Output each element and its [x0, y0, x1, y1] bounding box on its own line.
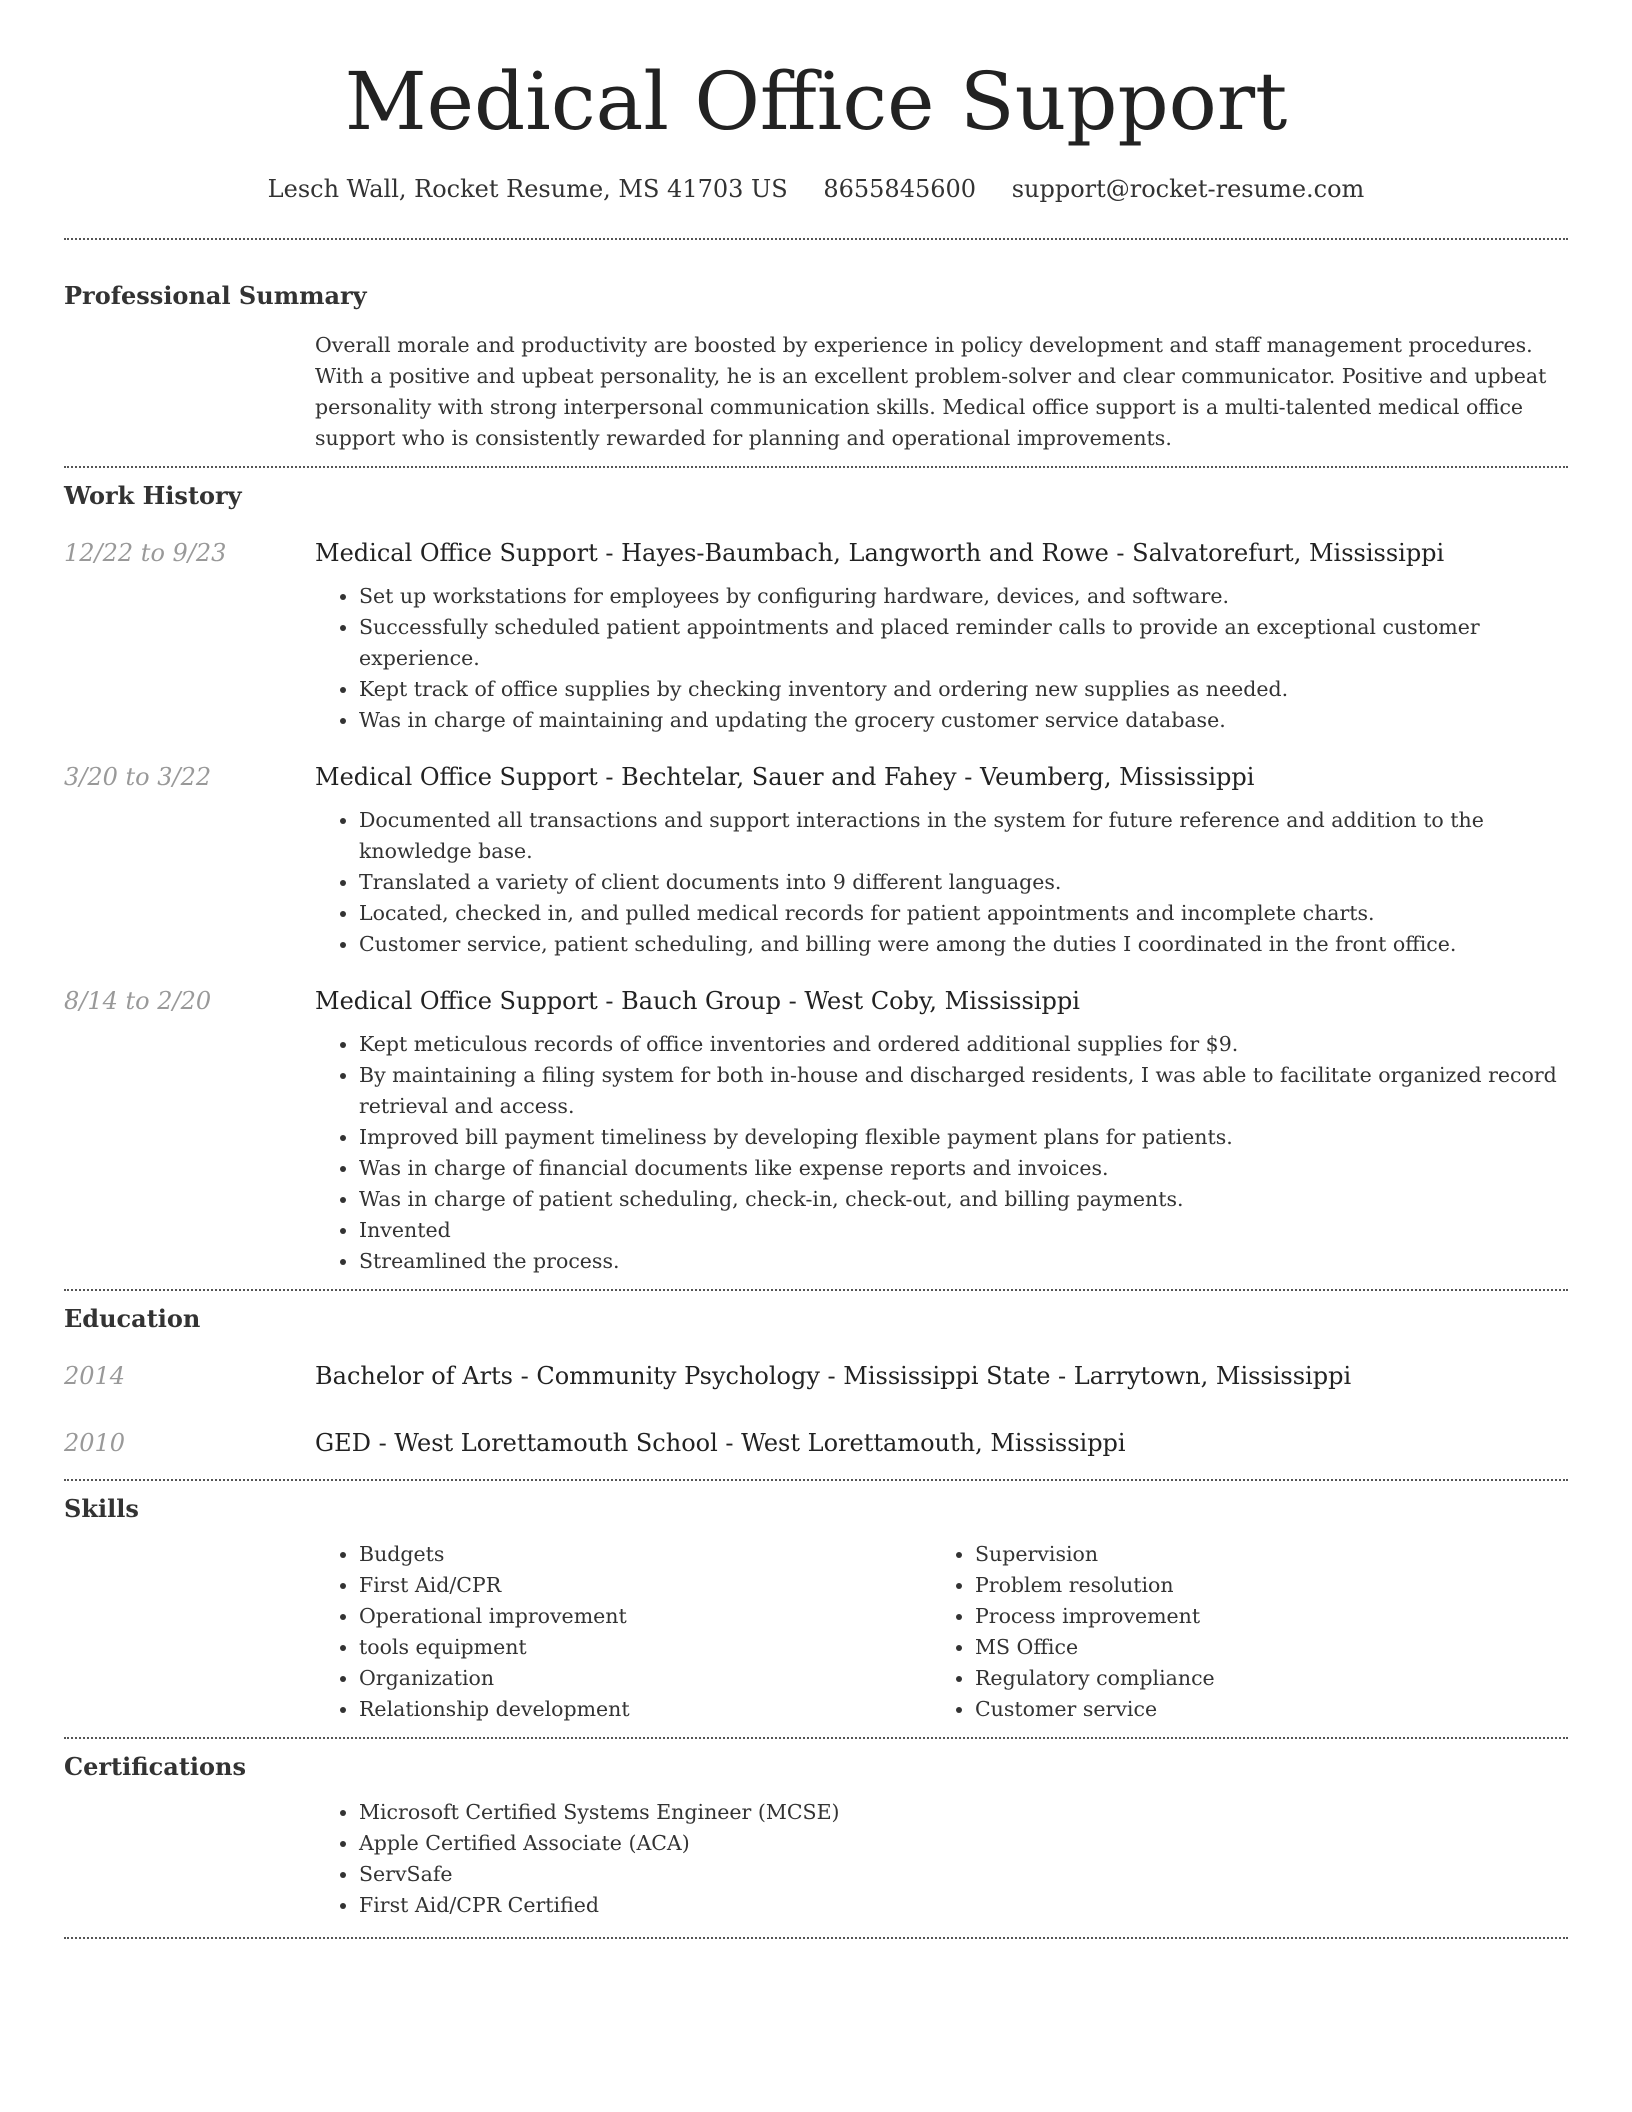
section-title-summary: Professional Summary: [64, 281, 367, 310]
job-bullet: • Improved bill payment timeliness by developing flexible payment plans for patients.: [359, 1122, 1568, 1153]
education-entry: [64, 1427, 1568, 1459]
divider: [64, 1289, 1568, 1291]
contact-address: Lesch Wall, Rocket Resume, MS 41703 US: [267, 175, 788, 203]
summary-spacer: [64, 330, 315, 454]
job-entry: [64, 985, 1568, 1277]
job-entry: [64, 537, 1568, 736]
skill-item: • Regulatory compliance: [975, 1663, 1568, 1694]
job-bullet: • Located, checked in, and pulled medical records for patient appointments and incomplete charts.: [359, 898, 1568, 929]
job-bullet: • Set up workstations for employees by configuring hardware, devices, and software.: [359, 581, 1568, 612]
section-title-work-history: Work History: [64, 481, 242, 510]
job-title: Medical Office Support - Bauch Group - West Coby, Mississippi: [315, 987, 1080, 1015]
skill-item: • Process improvement: [975, 1601, 1568, 1632]
skills-list-right: [931, 1539, 1568, 1725]
job-dates: 12/22 to 9/23: [64, 539, 227, 567]
certifications-section: [64, 1751, 1568, 1921]
education-year: 2014: [64, 1362, 126, 1390]
job-bullet: • Streamlined the process.: [359, 1246, 1568, 1277]
section-title-education: Education: [64, 1304, 201, 1333]
certification-item: • Apple Certified Associate (ACA): [359, 1828, 1568, 1859]
certification-item: • ServSafe: [359, 1859, 1568, 1890]
job-title: Medical Office Support - Bechtelar, Sauer and Fahey - Veumberg, Mississippi: [315, 763, 1255, 791]
education-text: GED - West Lorettamouth School - West Lorettamouth, Mississippi: [315, 1429, 1126, 1457]
skill-item: • tools equipment: [359, 1632, 931, 1663]
job-dates: 3/20 to 3/22: [64, 763, 212, 791]
divider: [64, 466, 1568, 468]
certification-item: • First Aid/CPR Certified: [359, 1890, 1568, 1921]
education-entry: [64, 1360, 1568, 1392]
job-title: Medical Office Support - Hayes-Baumbach, Langworth and Rowe - Salvatorefurt, Mississippi: [315, 539, 1445, 567]
education-section: [64, 1303, 1568, 1459]
section-title-skills: Skills: [64, 1494, 139, 1523]
certifications-list: [315, 1797, 1568, 1921]
skill-item: • Customer service: [975, 1694, 1568, 1725]
job-bullets: [315, 1029, 1568, 1277]
job-bullet: • Was in charge of patient scheduling, check-in, check-out, and billing payments.: [359, 1184, 1568, 1215]
job-bullet: • Kept meticulous records of office inventories and ordered additional supplies for $9.: [359, 1029, 1568, 1060]
summary-section: [64, 280, 1568, 454]
divider: [64, 1737, 1568, 1739]
job-bullet: • Kept track of office supplies by checking inventory and ordering new supplies as needed.: [359, 674, 1568, 705]
skill-item: • Operational improvement: [359, 1601, 931, 1632]
job-bullet: • Successfully scheduled patient appointments and placed reminder calls to provide an exceptional customer experience.: [359, 612, 1568, 674]
skill-item: • Problem resolution: [975, 1570, 1568, 1601]
contact-line: [64, 172, 1568, 206]
skill-item: • Budgets: [359, 1539, 931, 1570]
skill-item: • Supervision: [975, 1539, 1568, 1570]
job-bullet: • Invented: [359, 1215, 1568, 1246]
divider: [64, 238, 1568, 240]
job-entry: [64, 761, 1568, 960]
skill-item: • Relationship development: [359, 1694, 931, 1725]
divider: [64, 1937, 1568, 1939]
job-bullet: • Was in charge of maintaining and updating the grocery customer service database.: [359, 705, 1568, 736]
job-bullet: • Was in charge of financial documents like expense reports and invoices.: [359, 1153, 1568, 1184]
skill-item: • MS Office: [975, 1632, 1568, 1663]
summary-text: Overall morale and productivity are boosted by experience in policy development and staff management procedures. With a positive and upbeat personality, he is an excellent problem-solver and clear communicator. Positive and upbeat personality with strong interpersonal communication skills. Medical office support is a multi-talented medical office support who is consistently rewarded for planning and operational improvements.: [315, 333, 1547, 450]
education-year: 2010: [64, 1429, 126, 1457]
job-bullet: • By maintaining a filing system for both in-house and discharged residents, I was able to facilitate organized record retrieval and access.: [359, 1060, 1568, 1122]
job-bullet: • Translated a variety of client documents into 9 different languages.: [359, 867, 1568, 898]
skills-section: [64, 1493, 1568, 1725]
job-bullet: • Documented all transactions and support interactions in the system for future reference and addition to the knowledge base.: [359, 805, 1568, 867]
divider: [64, 1479, 1568, 1481]
work-history-section: [64, 480, 1568, 1277]
contact-email: support@rocket-resume.com: [1011, 175, 1365, 203]
job-bullet: • Customer service, patient scheduling, and billing were among the duties I coordinated in the front office.: [359, 929, 1568, 960]
section-title-certifications: Certifications: [64, 1752, 247, 1781]
certification-item: • Microsoft Certified Systems Engineer (MCSE): [359, 1797, 1568, 1828]
skills-list-left: [315, 1539, 931, 1725]
job-bullets: [315, 581, 1568, 736]
job-dates: 8/14 to 2/20: [64, 987, 212, 1015]
contact-phone: 8655845600: [823, 175, 977, 203]
candidate-name: Medical Office Support: [344, 55, 1288, 148]
job-bullets: [315, 805, 1568, 960]
skill-item: • First Aid/CPR: [359, 1570, 931, 1601]
education-text: Bachelor of Arts - Community Psychology - Mississippi State - Larrytown, Mississippi: [315, 1362, 1352, 1390]
skill-item: • Organization: [359, 1663, 931, 1694]
